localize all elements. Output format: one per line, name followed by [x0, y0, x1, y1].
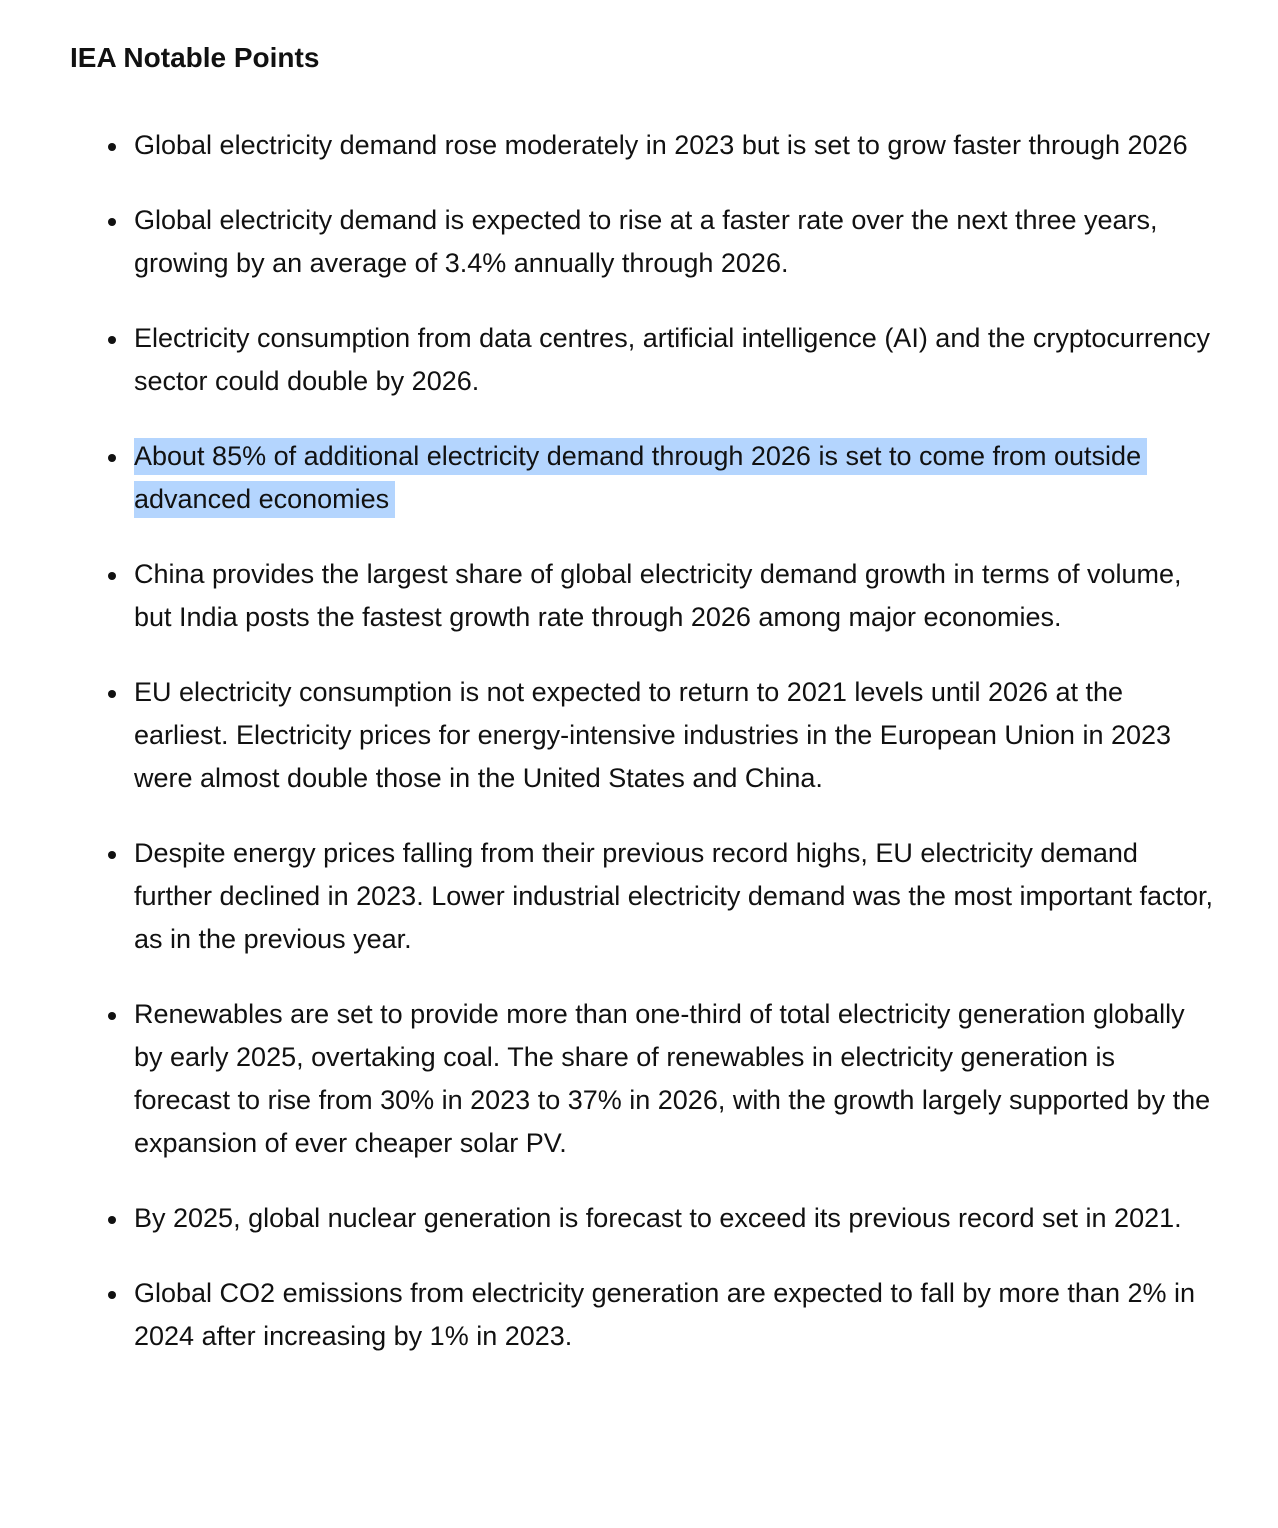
list-item	[0, 124, 1278, 167]
notable-points-list	[0, 124, 1278, 1390]
list-item-text[interactable]: Global electricity demand rose moderately in 2023 but is set to grow faster through 2026	[134, 130, 1188, 160]
list-item	[0, 832, 1278, 961]
list-item-text[interactable]: Global CO2 emissions from electricity generation are expected to fall by more than 2% in 2024 after increasing by 1% in 2023.	[134, 1278, 1196, 1351]
list-item	[0, 1272, 1278, 1358]
bullet-icon	[108, 1216, 116, 1224]
list-item-text[interactable]: EU electricity consumption is not expected to return to 2021 levels until 2026 at the earliest. Electricity prices for energy-intensive industries in the European Union in 2023 were almost double those in the United States and China.	[134, 677, 1172, 793]
list-item-text[interactable]: Despite energy prices falling from their previous record highs, EU electricity demand further declined in 2023. Lower industrial electricity demand was the most important factor, as in the previous year.	[134, 838, 1214, 954]
bullet-icon	[108, 572, 116, 580]
list-item	[0, 993, 1278, 1165]
list-item	[0, 671, 1278, 800]
list-item	[0, 317, 1278, 403]
list-item	[0, 199, 1278, 285]
bullet-icon	[108, 336, 116, 344]
page-title: IEA Notable Points	[70, 42, 320, 73]
list-item	[0, 553, 1278, 639]
bullet-icon	[108, 454, 116, 462]
selected-text[interactable]: About 85% of additional electricity demand through 2026 is set to come from outside advanced economies	[134, 438, 1147, 518]
list-item	[0, 1197, 1278, 1240]
bullet-icon	[108, 218, 116, 226]
bullet-icon	[108, 851, 116, 859]
bullet-icon	[108, 143, 116, 151]
bullet-icon	[108, 1291, 116, 1299]
list-item-text[interactable]: By 2025, global nuclear generation is forecast to exceed its previous record set in 2021.	[134, 1203, 1182, 1233]
list-item	[0, 435, 1278, 521]
list-item-text[interactable]: China provides the largest share of global electricity demand growth in terms of volume, but India posts the fastest growth rate through 2026 among major economies.	[134, 559, 1182, 632]
list-item-text[interactable]: Renewables are set to provide more than one-third of total electricity generation globally by early 2025, overtaking coal. The share of renewables in electricity generation is forecast to rise from 30% in 2023 to 37% in 2026, with the growth largely supported by the expansion of ever cheaper solar PV.	[134, 999, 1211, 1158]
bullet-icon	[108, 1012, 116, 1020]
bullet-icon	[108, 690, 116, 698]
list-item-text[interactable]: Global electricity demand is expected to rise at a faster rate over the next three years, growing by an average of 3.4% annually through 2026.	[134, 205, 1158, 278]
list-item-text[interactable]: Electricity consumption from data centres, artificial intelligence (AI) and the cryptocurrency sector could double by 2026.	[134, 323, 1210, 396]
